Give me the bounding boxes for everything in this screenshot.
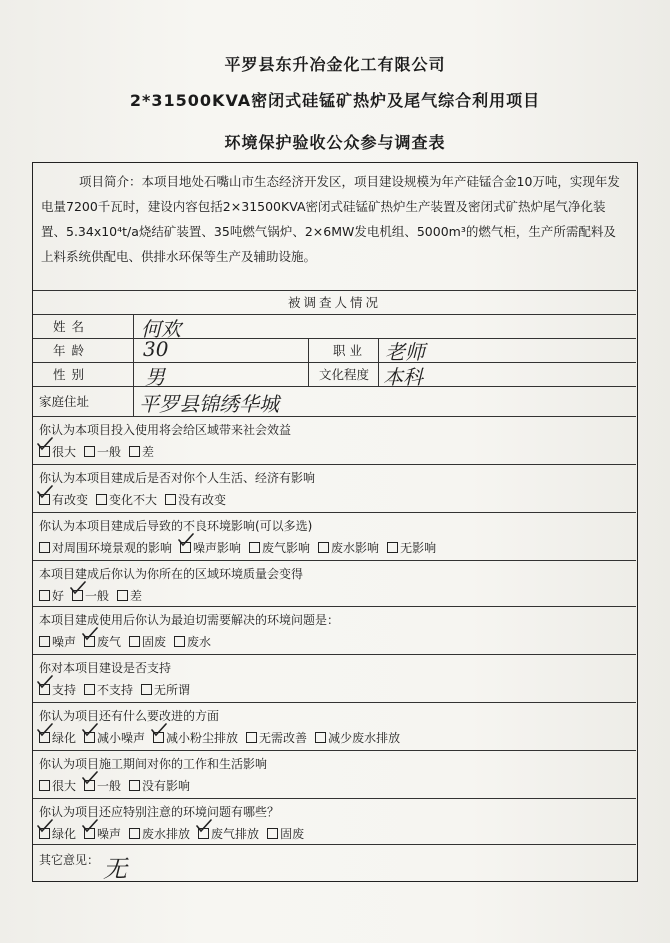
option-checkbox[interactable]: [180, 539, 241, 556]
option-checkbox[interactable]: [84, 825, 121, 842]
gender-edu-row: [33, 363, 636, 387]
option-label: 减少废水排放: [328, 731, 401, 745]
question-options: [39, 539, 444, 556]
question-options: [39, 825, 312, 842]
question-row: [33, 417, 636, 465]
question-options: [39, 443, 162, 460]
option-checkbox[interactable]: [39, 491, 88, 508]
question-text: 本项目建成使用后你认为最迫切需要解决的环境问题是：: [39, 613, 340, 627]
checkbox-icon: [246, 732, 257, 743]
checkbox-icon: [96, 494, 107, 505]
check-mark-icon: [178, 533, 194, 547]
option-label: 绿化: [52, 731, 77, 745]
question-text: 你认为本项目投入使用将会给区域带来社会效益: [39, 423, 292, 437]
question-row: [33, 799, 636, 845]
option-label: 废气: [97, 635, 122, 649]
option-label: 废水排放: [142, 827, 191, 841]
option-label: 固废: [142, 635, 167, 649]
checkbox-icon: [387, 542, 398, 553]
checkbox-icon: [39, 636, 50, 647]
checkbox-icon: [267, 828, 278, 839]
option-checkbox[interactable]: [39, 539, 172, 556]
option-checkbox[interactable]: [96, 491, 157, 508]
check-mark-icon: [70, 581, 86, 595]
respondent-section-title: 被调查人情况: [33, 291, 636, 315]
gender-label: 性别: [53, 367, 91, 382]
option-checkbox[interactable]: [174, 633, 211, 650]
option-label: 好: [52, 589, 65, 603]
option-checkbox[interactable]: [153, 729, 238, 746]
job-label: 职业: [333, 343, 367, 358]
age-label: 年龄: [53, 343, 91, 358]
option-label: 固废: [280, 827, 305, 841]
checkbox-icon: [84, 684, 95, 695]
option-checkbox[interactable]: [129, 633, 166, 650]
option-checkbox[interactable]: [39, 729, 76, 746]
checkbox-icon: [39, 542, 50, 553]
checkbox-icon: [249, 542, 260, 553]
other-opinion-row: [33, 845, 636, 881]
option-checkbox[interactable]: [39, 825, 76, 842]
option-checkbox[interactable]: [117, 587, 142, 604]
option-checkbox[interactable]: [39, 633, 76, 650]
check-mark-icon: [151, 723, 167, 737]
option-label: 无影响: [400, 541, 437, 555]
option-checkbox[interactable]: [315, 729, 400, 746]
address-row: [33, 387, 636, 417]
checkbox-icon: [315, 732, 326, 743]
checkbox-icon: [39, 780, 50, 791]
option-label: 变化不大: [109, 493, 158, 507]
option-label: 噪声: [97, 827, 122, 841]
education-label: 文化程度: [319, 367, 370, 382]
survey-form: [32, 162, 638, 882]
option-checkbox[interactable]: [267, 825, 304, 842]
option-checkbox[interactable]: [84, 633, 121, 650]
job-value[interactable]: 老师: [385, 340, 425, 364]
option-checkbox[interactable]: [129, 777, 190, 794]
survey-title: 环境保护验收公众参与调查表: [224, 133, 446, 152]
check-mark-icon: [37, 437, 53, 451]
option-label: 很大: [52, 779, 77, 793]
address-label: 家庭住址: [39, 394, 90, 409]
education-value[interactable]: 本科: [383, 365, 423, 389]
question-options: [39, 681, 198, 698]
question-options: [39, 633, 219, 650]
option-label: 一般: [85, 589, 110, 603]
option-label: 无需改善: [259, 731, 308, 745]
question-row: [33, 513, 636, 561]
address-value[interactable]: 平罗县锦绣华城: [139, 392, 279, 416]
option-checkbox[interactable]: [246, 729, 307, 746]
option-checkbox[interactable]: [129, 825, 190, 842]
option-checkbox[interactable]: [39, 443, 76, 460]
option-label: 不支持: [97, 683, 134, 697]
option-checkbox[interactable]: [39, 777, 76, 794]
checkbox-icon: [318, 542, 329, 553]
checkbox-icon: [165, 494, 176, 505]
option-checkbox[interactable]: [165, 491, 226, 508]
option-label: 废水影响: [331, 541, 380, 555]
option-checkbox[interactable]: [39, 681, 76, 698]
option-checkbox[interactable]: [198, 825, 259, 842]
option-label: 没有影响: [142, 779, 191, 793]
option-label: 一般: [97, 445, 122, 459]
question-row: [33, 607, 636, 655]
option-checkbox[interactable]: [318, 539, 379, 556]
checkbox-icon: [141, 684, 152, 695]
option-checkbox[interactable]: [387, 539, 436, 556]
question-text: 本项目建成后你认为你所在的区域环境质量会变得: [39, 567, 304, 581]
option-label: 对周围环境景观的影响: [52, 541, 173, 555]
option-checkbox[interactable]: [84, 729, 145, 746]
name-label: 姓名: [53, 319, 91, 334]
project-title: 2*31500KVA密闭式硅锰矿热炉及尾气综合利用项目: [129, 91, 541, 110]
question-text: 你认为本项目建成后是否对你个人生活、经济有影响: [39, 471, 316, 485]
checkbox-icon: [39, 590, 50, 601]
check-mark-icon: [196, 819, 212, 833]
option-checkbox[interactable]: [84, 443, 121, 460]
option-label: 噪声影响: [193, 541, 242, 555]
option-checkbox[interactable]: [84, 681, 133, 698]
question-row: [33, 703, 636, 751]
question-options: [39, 587, 150, 604]
question-text: 你对本项目建设是否支持: [39, 661, 172, 675]
option-label: 差: [130, 589, 143, 603]
option-label: 减小粉尘排放: [166, 731, 239, 745]
checkbox-icon: [84, 446, 95, 457]
option-label: 有改变: [52, 493, 89, 507]
option-checkbox[interactable]: [84, 777, 121, 794]
option-label: 废气影响: [262, 541, 311, 555]
option-checkbox[interactable]: [141, 681, 190, 698]
question-text: 你认为项目还应特别注意的环境问题有哪些？: [39, 805, 280, 819]
check-mark-icon: [82, 627, 98, 641]
question-text: 你认为本项目建成后导致的不良环境影响(可以多选): [39, 519, 313, 533]
option-label: 噪声: [52, 635, 77, 649]
option-label: 废气排放: [211, 827, 260, 841]
other-opinion-value[interactable]: 无: [103, 855, 127, 883]
question-row: [33, 561, 636, 607]
project-intro: 项目简介：本项目地处石嘴山市生态经济开发区，项目建设规模为年产硅锰合金10万吨，实现年发电量7200千瓦时，建设内容包括2×31500KVA密闭式硅锰矿热炉生产装置及密闭式矿热炉尾气净化装置、5.34x10⁴t/a烧结矿装置、35吨燃气锅炉、2×6MW发电机组、5000m³的燃气柜，生产所需配料及上料系统供配电、供排水环保等生产及辅助设施。: [33, 163, 636, 291]
option-label: 减小噪声: [97, 731, 146, 745]
option-checkbox[interactable]: [249, 539, 310, 556]
question-text: 你认为项目还有什么要改进的方面: [39, 709, 220, 723]
question-row: [33, 751, 636, 799]
question-options: [39, 777, 198, 794]
checkbox-icon: [129, 780, 140, 791]
age-value[interactable]: 30: [143, 337, 169, 361]
checkbox-icon: [117, 590, 128, 601]
company-title: 平罗县东升冶金化工有限公司: [224, 55, 446, 74]
option-label: 差: [142, 445, 155, 459]
checkbox-icon: [129, 446, 140, 457]
option-label: 绿化: [52, 827, 77, 841]
gender-value[interactable]: 男: [145, 365, 165, 389]
checkbox-icon: [174, 636, 185, 647]
option-label: 没有改变: [178, 493, 227, 507]
option-label: 支持: [52, 683, 77, 697]
name-row: [33, 315, 636, 339]
check-mark-icon: [37, 485, 53, 499]
check-mark-icon: [82, 723, 98, 737]
check-mark-icon: [82, 771, 98, 785]
option-checkbox[interactable]: [39, 587, 64, 604]
option-checkbox[interactable]: [129, 443, 154, 460]
other-opinion-label: 其它意见：: [39, 853, 100, 867]
option-label: 废水: [187, 635, 212, 649]
option-label: 很大: [52, 445, 77, 459]
checkbox-icon: [129, 636, 140, 647]
option-checkbox[interactable]: [72, 587, 109, 604]
question-text: 你认为项目施工期间对你的工作和生活影响: [39, 757, 268, 771]
question-row: [33, 465, 636, 513]
check-mark-icon: [82, 819, 98, 833]
question-options: [39, 729, 408, 746]
option-label: 一般: [97, 779, 122, 793]
checkbox-icon: [129, 828, 140, 839]
question-options: [39, 491, 234, 508]
name-value[interactable]: 何欢: [141, 317, 181, 341]
check-mark-icon: [37, 819, 53, 833]
age-job-row: [33, 339, 636, 363]
option-label: 无所谓: [154, 683, 191, 697]
check-mark-icon: [37, 723, 53, 737]
check-mark-icon: [37, 675, 53, 689]
question-row: [33, 655, 636, 703]
